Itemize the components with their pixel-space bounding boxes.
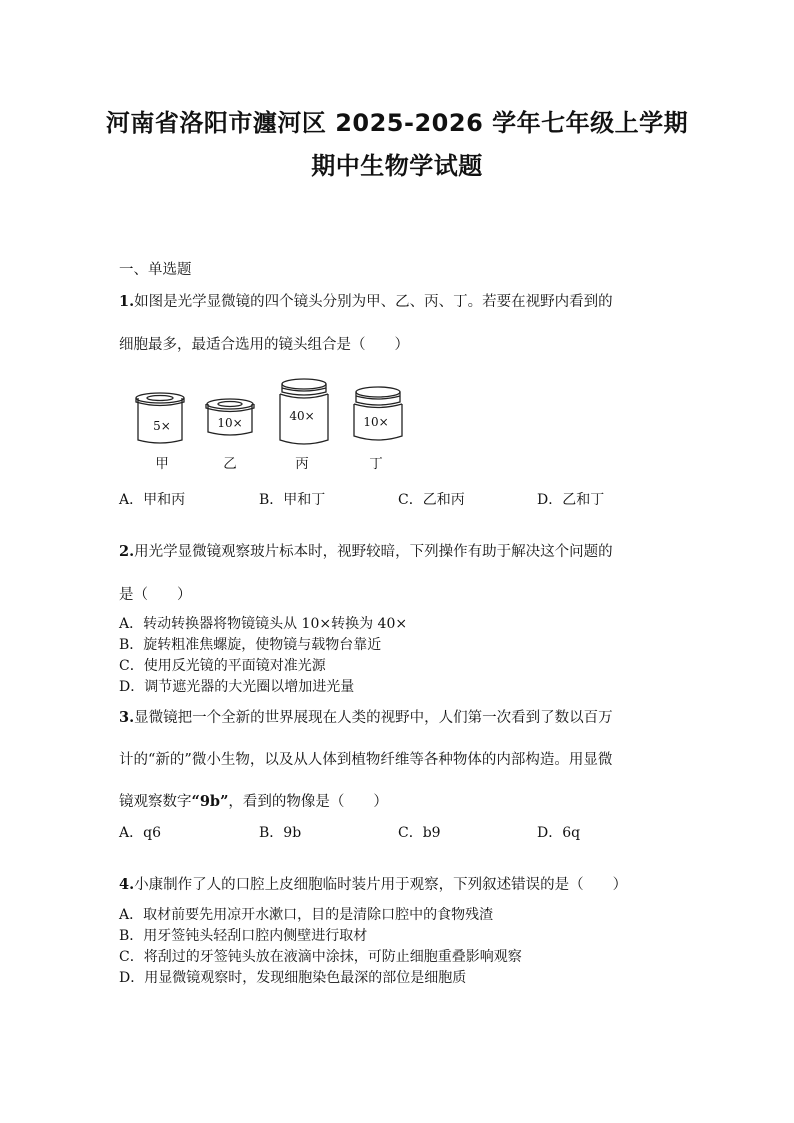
lens-ding-label: 丁 [369, 456, 383, 472]
q1-number: 1. [119, 293, 135, 310]
lens-bing-mag: 40× [289, 409, 315, 423]
lens-bing-label: 丙 [295, 456, 309, 472]
q4-option-c[interactable]: C．将刮过的牙签钝头放在液滴中涂抹，可防止细胞重叠影响观察 [119, 949, 522, 965]
exam-title-line2: 期中生物学试题 [311, 152, 483, 180]
lens-figure [130, 374, 430, 474]
q3-text-1: 显微镜把一个全新的世界展现在人类的视野中，人们第一次看到了数以百万 [134, 710, 613, 726]
q1-text-1: 如图是光学显微镜的四个镜头分别为甲、乙、丙、丁。若要在视野内看到的 [134, 294, 613, 310]
lens-jia-mag: 5× [153, 419, 171, 433]
lens-ding-mag: 10× [363, 415, 389, 429]
q2-line1 [119, 540, 613, 561]
q4-line1 [119, 873, 627, 894]
lens-yi-label: 乙 [223, 456, 237, 472]
q4-option-a[interactable]: A．取材前要先用凉开水漱口，目的是清除口腔中的食物残渣 [119, 907, 494, 923]
exam-title-line1: 河南省洛阳市瀍河区 2025-2026 学年七年级上学期 [105, 109, 689, 137]
q3-option-a[interactable]: A．q6 [119, 825, 161, 841]
q3-option-d[interactable]: D．6q [537, 825, 581, 841]
q3-option-b[interactable]: B．9b [259, 825, 302, 841]
q2-text-1: 用光学显微镜观察玻片标本时，视野较暗，下列操作有助于解决这个问题的 [134, 544, 613, 560]
lens-figure-svg [130, 374, 430, 474]
lens-jia-label: 甲 [155, 456, 169, 472]
q3-number: 3. [119, 709, 135, 726]
q1-line1 [119, 290, 613, 311]
lens-jia-icon [136, 393, 184, 443]
q3-line2: 计的“新的”微小生物，以及从人体到植物纤维等各种物体的内部构造。用显微 [119, 752, 613, 768]
q2-option-c[interactable]: C．使用反光镜的平面镜对准光源 [119, 658, 326, 674]
q1-option-d[interactable]: D．乙和丁 [537, 492, 605, 508]
q2-line2: 是（ ） [119, 587, 192, 603]
q4-option-d[interactable]: D．用显微镜观察时，发现细胞染色最深的部位是细胞质 [119, 970, 467, 986]
q1-option-b[interactable]: B．甲和丁 [259, 492, 326, 508]
q3-line1 [119, 706, 613, 727]
q4-text-1: 小康制作了人的口腔上皮细胞临时装片用于观察，下列叙述错误的是（ ） [134, 877, 628, 893]
q3-text-3c: ，看到的物像是（ ） [228, 794, 388, 810]
q2-number: 2. [119, 543, 135, 560]
q3-text-3b: “9b” [191, 793, 229, 810]
q2-option-b[interactable]: B．旋转粗准焦螺旋，使物镜与载物台靠近 [119, 637, 382, 653]
q1-option-c[interactable]: C．乙和丙 [398, 492, 465, 508]
q4-number: 4. [119, 876, 135, 893]
q3-option-c[interactable]: C．b9 [398, 825, 441, 841]
q1-line2: 细胞最多，最适合选用的镜头组合是（ ） [119, 337, 409, 353]
q2-option-d[interactable]: D．调节遮光器的大光圈以增加进光量 [119, 679, 355, 695]
q1-option-a[interactable]: A．甲和丙 [119, 492, 186, 508]
q2-option-a[interactable]: A．转动转换器将物镜镜头从 10×转换为 40× [119, 616, 408, 632]
q3-text-3a: 镜观察数字 [119, 794, 192, 810]
q4-option-b[interactable]: B．用牙签钝头轻刮口腔内侧壁进行取材 [119, 928, 368, 944]
lens-ding-icon [354, 387, 402, 440]
q3-line3 [119, 790, 388, 811]
lens-yi-mag: 10× [217, 416, 243, 430]
section-heading: 一、单选题 [119, 262, 192, 278]
